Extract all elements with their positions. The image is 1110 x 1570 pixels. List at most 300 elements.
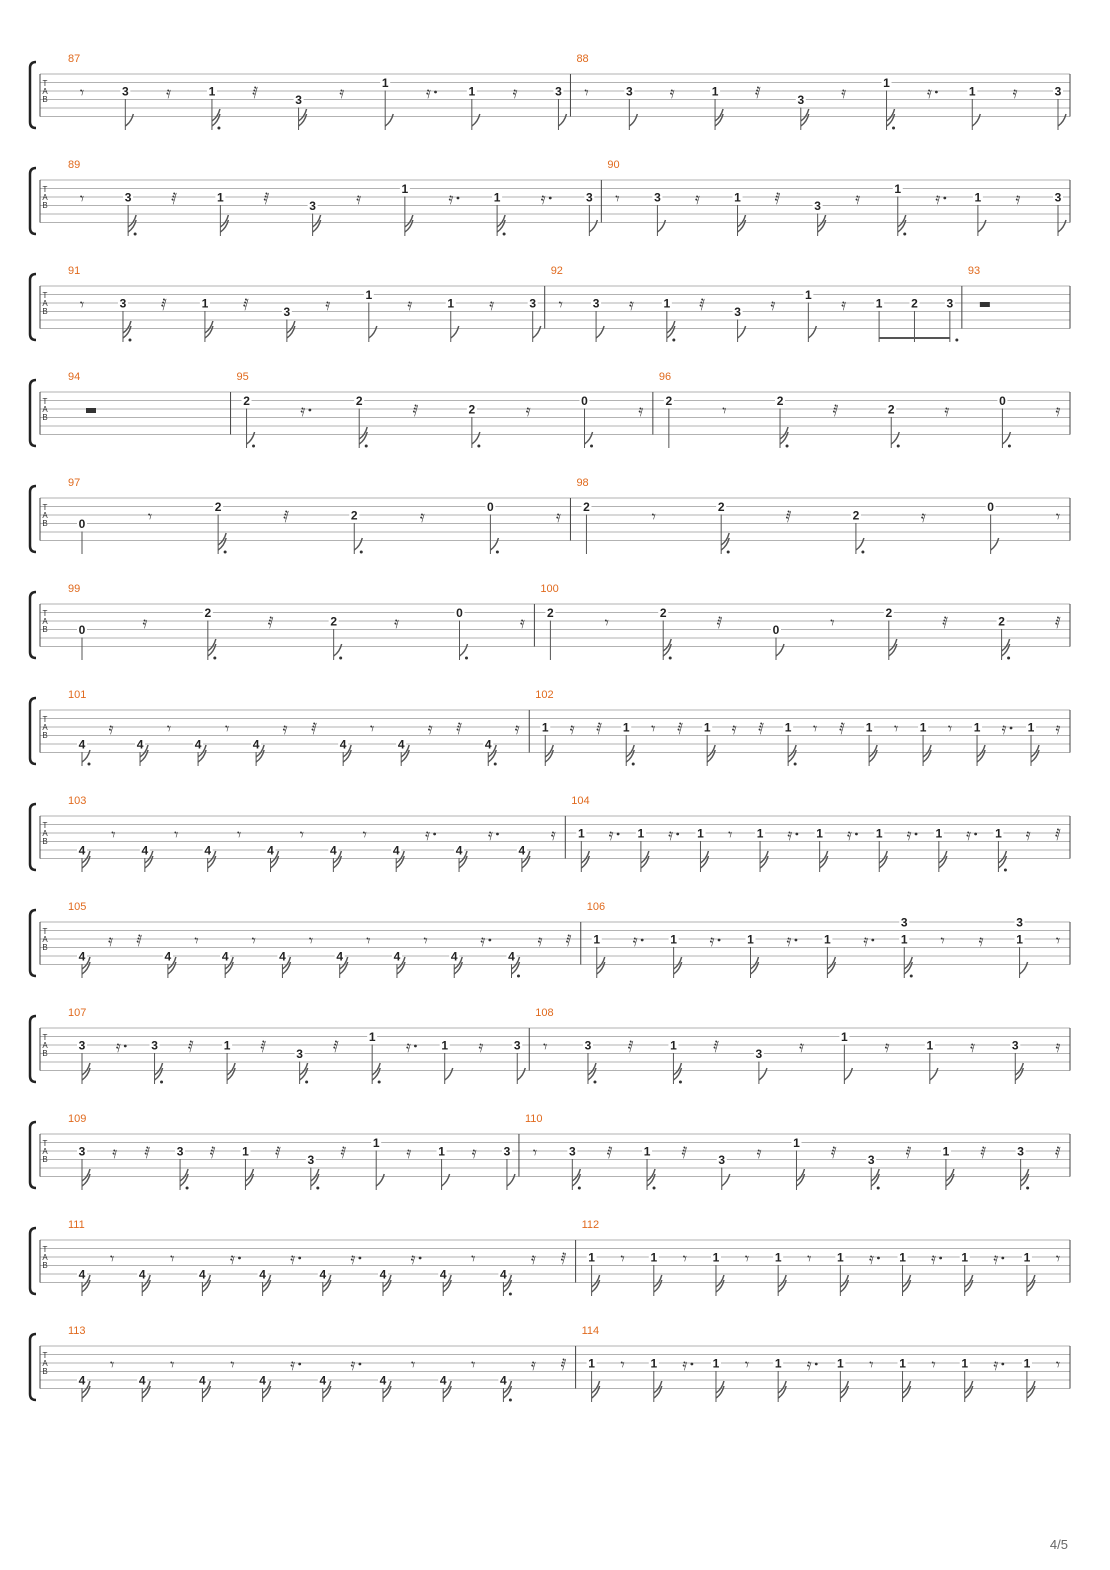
rest: 𝅀 [905,1143,912,1162]
duration-dot [186,1187,189,1190]
duration-dot [128,339,131,342]
measure [68,477,561,554]
rest-dot [359,1363,362,1366]
fret-number: 3 [946,296,954,311]
rest: 𝅀 [242,295,249,314]
fret-number: 1 [883,76,890,90]
fret-number: 1 [712,1356,720,1371]
tab-clef-letter: T [42,503,48,512]
tab-clef-letter: B [42,625,48,634]
note-flag [442,1174,450,1186]
rest: 𝄾 [170,1355,175,1374]
fret-number: 4 [164,949,172,964]
rest: 𝄾 [722,401,727,420]
fret-number: 1 [837,1356,844,1371]
fret-number: 1 [593,932,601,947]
fret-number: 0 [487,500,494,514]
fret-number: 1 [900,932,908,947]
rest: 𝄿 [944,401,950,420]
tab-clef-letter: B [42,1049,48,1058]
fret-number: 1 [201,296,209,311]
measure [68,1219,567,1296]
rest: 𝄾 [109,1355,115,1374]
duration-dot [861,551,864,554]
rest-dot [298,1257,301,1260]
measure-number: 100 [540,583,559,595]
measure-number: 90 [607,159,620,171]
rest: 𝄿 [632,931,638,950]
fret-number: 3 [797,93,805,107]
fret-number: 1 [1023,1250,1031,1265]
measure [68,795,556,872]
fret-number: 3 [119,296,127,311]
rest-dot [414,1045,417,1048]
rest-dot [433,833,436,836]
measure [68,583,525,660]
fret-number: 1 [793,1136,800,1150]
rest: 𝄾 [366,931,371,950]
fret-number: 2 [547,606,554,620]
rest: 𝄿 [427,719,433,738]
measure [570,477,1060,554]
rest: 𝅀 [1055,1143,1061,1162]
measure [601,159,1066,236]
staff-system [30,1325,1070,1402]
fret-number: 1 [926,1038,934,1053]
fret-number: 1 [816,826,823,841]
rest: 𝄿 [863,931,869,950]
measure [68,1007,525,1084]
fret-number: 2 [776,394,784,408]
rest: 𝅀 [713,1037,720,1056]
staff-system [30,583,1070,660]
note-flag [385,114,393,126]
measure-number: 106 [586,901,606,913]
fret-number: 1 [577,826,585,841]
rest: 𝄿 [806,1355,812,1374]
system-bracket [30,698,36,764]
rest: 𝄾 [362,825,367,844]
fret-number: 4 [259,1267,266,1282]
fret-number: 4 [484,737,492,752]
rest: 𝄾 [471,1249,476,1268]
fret-number: 3 [555,84,562,99]
fret-number: 4 [336,949,344,964]
tab-clef-letter: B [42,307,48,316]
rest: 𝄿 [488,825,493,844]
fret-number: 1 [670,932,677,947]
rest-dot [298,1363,301,1366]
fret-number: 4 [397,737,405,752]
fret-number: 3 [307,1153,315,1167]
fret-number: 1 [774,1250,782,1265]
tab-clef-letter: B [42,201,48,210]
rest: 𝄿 [531,1355,536,1374]
tab-clef-letter: B [42,1155,48,1164]
fret-number: 1 [824,932,831,947]
rest: 𝄿 [350,1249,356,1268]
staff-system [30,371,1070,448]
tab-clef-letter: T [42,715,48,724]
tab-clef-letter: A [42,1041,48,1050]
fret-number: 1 [711,84,719,99]
measure [534,583,1061,660]
tab-clef-letter: A [42,299,48,308]
measure [565,795,1061,872]
rest-dot [795,833,798,836]
measure-number: 96 [658,371,672,383]
rest: 𝄾 [931,1355,936,1374]
fret-number: 4 [319,1373,327,1388]
fret-number: 1 [1023,1356,1031,1371]
staff-system [30,1219,1070,1296]
staff-system [30,1007,1070,1084]
rest: 𝄾 [230,1355,235,1374]
fret-number: 1 [441,1038,449,1053]
fret-number: 1 [734,190,741,205]
fret-number: 1 [381,76,389,90]
duration-dot [160,1081,163,1084]
rest: 𝅀 [754,83,761,102]
system-bracket [30,486,36,552]
rest: 𝄿 [290,1355,296,1374]
fret-number: 1 [223,1038,231,1053]
rest: 𝅀 [565,931,572,950]
note-flag [354,538,362,550]
duration-dot [903,233,906,236]
duration-dot [892,127,895,130]
fret-number: 3 [121,84,129,99]
fret-number: 4 [78,949,86,964]
note-flag [445,1068,453,1080]
rest: 𝄿 [906,825,912,844]
rest-dot [676,833,679,836]
fret-number: 1 [372,1136,380,1150]
staff-system [30,689,1070,766]
note-flag [585,432,593,444]
rest: 𝄿 [142,613,148,632]
rest: 𝄿 [1012,83,1018,102]
fret-number: 1 [663,296,671,311]
measure [576,1325,1061,1402]
rest: 𝄿 [855,189,861,208]
fret-number: 1 [703,720,711,735]
rest: 𝅀 [560,1249,567,1268]
fret-number: 1 [974,190,982,205]
duration-dot [88,763,91,766]
note-flag [1058,114,1066,126]
fret-number: 3 [78,1144,86,1159]
fret-number: 3 [1016,915,1023,930]
fret-number: 3 [296,1047,303,1061]
duration-dot [653,1187,656,1190]
fret-number: 3 [529,296,537,311]
system-bracket [30,1122,36,1188]
rest: 𝅀 [412,401,419,420]
duration-dot [593,1081,596,1084]
note-flag [490,538,498,550]
system-bracket [30,910,36,976]
fret-number: 2 [717,500,725,514]
note-flag [891,432,899,444]
rest: 𝄿 [993,1355,999,1374]
rest: 𝄿 [770,295,776,314]
note-flag [517,1068,525,1080]
rest: 𝄾 [166,719,172,738]
rest: 𝄿 [966,825,972,844]
fret-number: 4 [78,843,86,858]
measure-number: 101 [68,689,87,701]
fret-number: 1 [804,288,812,302]
fret-number: 1 [899,1250,906,1265]
fret-number: 2 [852,508,860,523]
whole-rest [86,408,96,413]
rest: 𝄾 [543,1037,548,1056]
rest: 𝄾 [170,1249,175,1268]
fret-number: 3 [283,305,291,319]
measure [68,53,566,130]
tab-clef-letter: T [42,1351,48,1360]
duration-dot [305,1081,308,1084]
note-flag [533,326,541,338]
staff-system [30,159,1070,236]
duration-dot [794,763,797,766]
rest: 𝅀 [311,719,318,738]
rest: 𝄾 [728,825,733,844]
fret-number: 4 [379,1373,387,1388]
fret-number: 4 [199,1267,206,1282]
duration-dot [224,551,227,554]
fret-number: 2 [350,508,358,523]
fret-number: 0 [78,517,86,531]
tab-clef-letter: T [42,927,48,936]
fret-number: 4 [279,949,286,964]
system-bracket [30,1334,36,1400]
rest: 𝅀 [830,1143,837,1162]
staff-system [30,53,1070,130]
rest: 𝄾 [194,931,199,950]
fret-number: 4 [455,843,463,858]
note-flag [776,644,784,656]
fret-number: 0 [581,394,588,408]
duration-dot [360,551,363,554]
fret-number: 2 [665,394,673,408]
rest-dot [641,939,644,942]
duration-dot [955,339,958,342]
fret-number: 4 [138,1267,146,1282]
rest: 𝄾 [651,507,656,526]
measure [545,265,959,342]
fret-number: 1 [650,1250,658,1265]
rest: 𝄿 [419,507,425,526]
tab-clef-letter: T [42,397,48,406]
rest: 𝄿 [1025,825,1031,844]
fret-number: 1 [697,826,704,841]
note-flag [125,114,133,126]
rest: 𝄿 [799,1037,805,1056]
fret-number: 1 [865,720,873,735]
measure-number: 114 [581,1325,600,1337]
rest: 𝄾 [615,189,620,208]
tab-clef-letter: T [42,185,48,194]
rest-dot [488,939,491,942]
rest: 𝄿 [471,1143,477,1162]
fret-number: 3 [1054,190,1062,205]
fret-number: 1 [365,288,373,302]
tab-clef-letter: B [42,1367,48,1376]
tab-clef-letter: B [42,943,48,952]
duration-dot [1004,869,1007,872]
fret-number: 3 [309,199,316,213]
note-flag [334,644,342,656]
rest: 𝄾 [584,83,589,102]
fret-number: 4 [267,843,274,858]
fret-number: 4 [221,949,229,964]
measure-number: 95 [236,371,249,383]
rest: 𝄿 [884,1037,890,1056]
note-flag [589,220,597,232]
fret-number: 1 [622,720,630,735]
rest: 𝅀 [942,613,949,632]
rest-dot [496,833,499,836]
rest: 𝅀 [456,719,463,738]
fret-number: 3 [124,190,132,205]
system-bracket [30,274,36,340]
rest: 𝅀 [260,1037,267,1056]
rest: 𝄾 [532,1143,538,1162]
rest-dot [549,197,552,200]
staff-system [30,265,1070,342]
staff-system [30,1113,1070,1190]
rest: 𝄿 [519,613,525,632]
fret-number: 3 [295,93,302,107]
rest: 𝅀 [606,1143,613,1162]
fret-number: 3 [900,915,908,930]
rest: 𝄿 [230,1249,235,1268]
rest: 𝄾 [236,825,242,844]
fret-number: 1 [1016,932,1023,947]
rest: 𝄾 [1055,1249,1061,1268]
fret-number: 4 [393,949,401,964]
fret-number: 2 [468,402,476,417]
rest: 𝅀 [275,1143,282,1162]
fret-number: 1 [894,182,902,196]
rest: 𝄿 [108,719,114,738]
whole-rest [980,302,990,307]
tab-clef-letter: T [42,1033,48,1042]
staff-system [30,477,1070,554]
rest: 𝄿 [993,1249,999,1268]
rest: 𝄾 [471,1355,476,1374]
measure [68,1325,567,1402]
measure-number: 110 [524,1113,543,1125]
rest: 𝅀 [832,401,839,420]
tab-clef-letter: T [42,821,48,830]
note-flag [82,750,90,762]
rest-dot [308,409,311,412]
rest: 𝄾 [109,1249,115,1268]
fret-number: 4 [339,737,347,752]
rest: 𝄾 [147,507,153,526]
note-flag [972,114,980,126]
rest: 𝅀 [144,1143,151,1162]
fret-number: 3 [568,1144,576,1159]
fret-number: 1 [837,1250,844,1265]
rest: 𝄿 [300,401,306,420]
measure [68,1113,515,1190]
rest: 𝄾 [370,719,375,738]
duration-dot [217,127,220,130]
note-flag [1020,962,1028,974]
fret-number: 1 [1027,720,1035,735]
rest: 𝄿 [540,189,546,208]
rest: 𝄾 [1055,1355,1061,1374]
tab-clef-letter: A [42,617,48,626]
fret-number: 4 [252,737,260,752]
rest: 𝅀 [758,719,765,738]
note-flag [991,538,999,550]
note-flag [657,220,665,232]
tab-clef-letter: A [42,723,48,732]
fret-number: 0 [772,623,780,637]
fret-number: 3 [814,199,821,213]
fret-number: 4 [392,843,400,858]
measure [231,371,644,448]
rest: 𝄾 [251,931,256,950]
rest-dot [935,91,938,94]
rest: 𝄿 [325,295,331,314]
fret-number: 4 [78,737,86,752]
note-flag [759,1068,767,1080]
fret-number: 1 [588,1356,595,1371]
measure-number: 112 [581,1219,600,1231]
rest: 𝄿 [978,931,984,950]
fret-number: 2 [214,500,222,514]
fret-number: 1 [650,1356,658,1371]
rest-dot [939,1257,942,1260]
rest: 𝅀 [699,295,706,314]
fret-number: 1 [208,84,216,99]
tab-clef-letter: A [42,193,48,202]
rest-dot [434,91,437,94]
rest: 𝄾 [620,1355,625,1374]
note-flag [629,114,637,126]
rest-dot [238,1257,241,1260]
duration-dot [316,1187,319,1190]
system-bracket [30,1228,36,1294]
fret-number: 4 [141,843,149,858]
tab-clef-letter: A [42,1253,48,1262]
measure-number: 89 [68,159,81,171]
fret-number: 1 [747,932,754,947]
duration-dot [1008,445,1011,448]
fret-number: 2 [583,500,590,514]
measure [653,371,1061,448]
fret-number: 1 [541,720,549,735]
system-bracket [30,804,36,870]
note-flag [596,326,604,338]
rest: 𝄿 [410,1249,416,1268]
duration-dot [578,1187,581,1190]
system-bracket [30,380,36,446]
duration-dot [252,445,255,448]
rest: 𝄿 [638,401,644,420]
rest-dot [943,197,946,200]
rest: 𝄿 [115,1037,121,1056]
rest: 𝄾 [812,719,818,738]
rest: 𝅀 [136,931,143,950]
rest: 𝄿 [166,83,172,102]
